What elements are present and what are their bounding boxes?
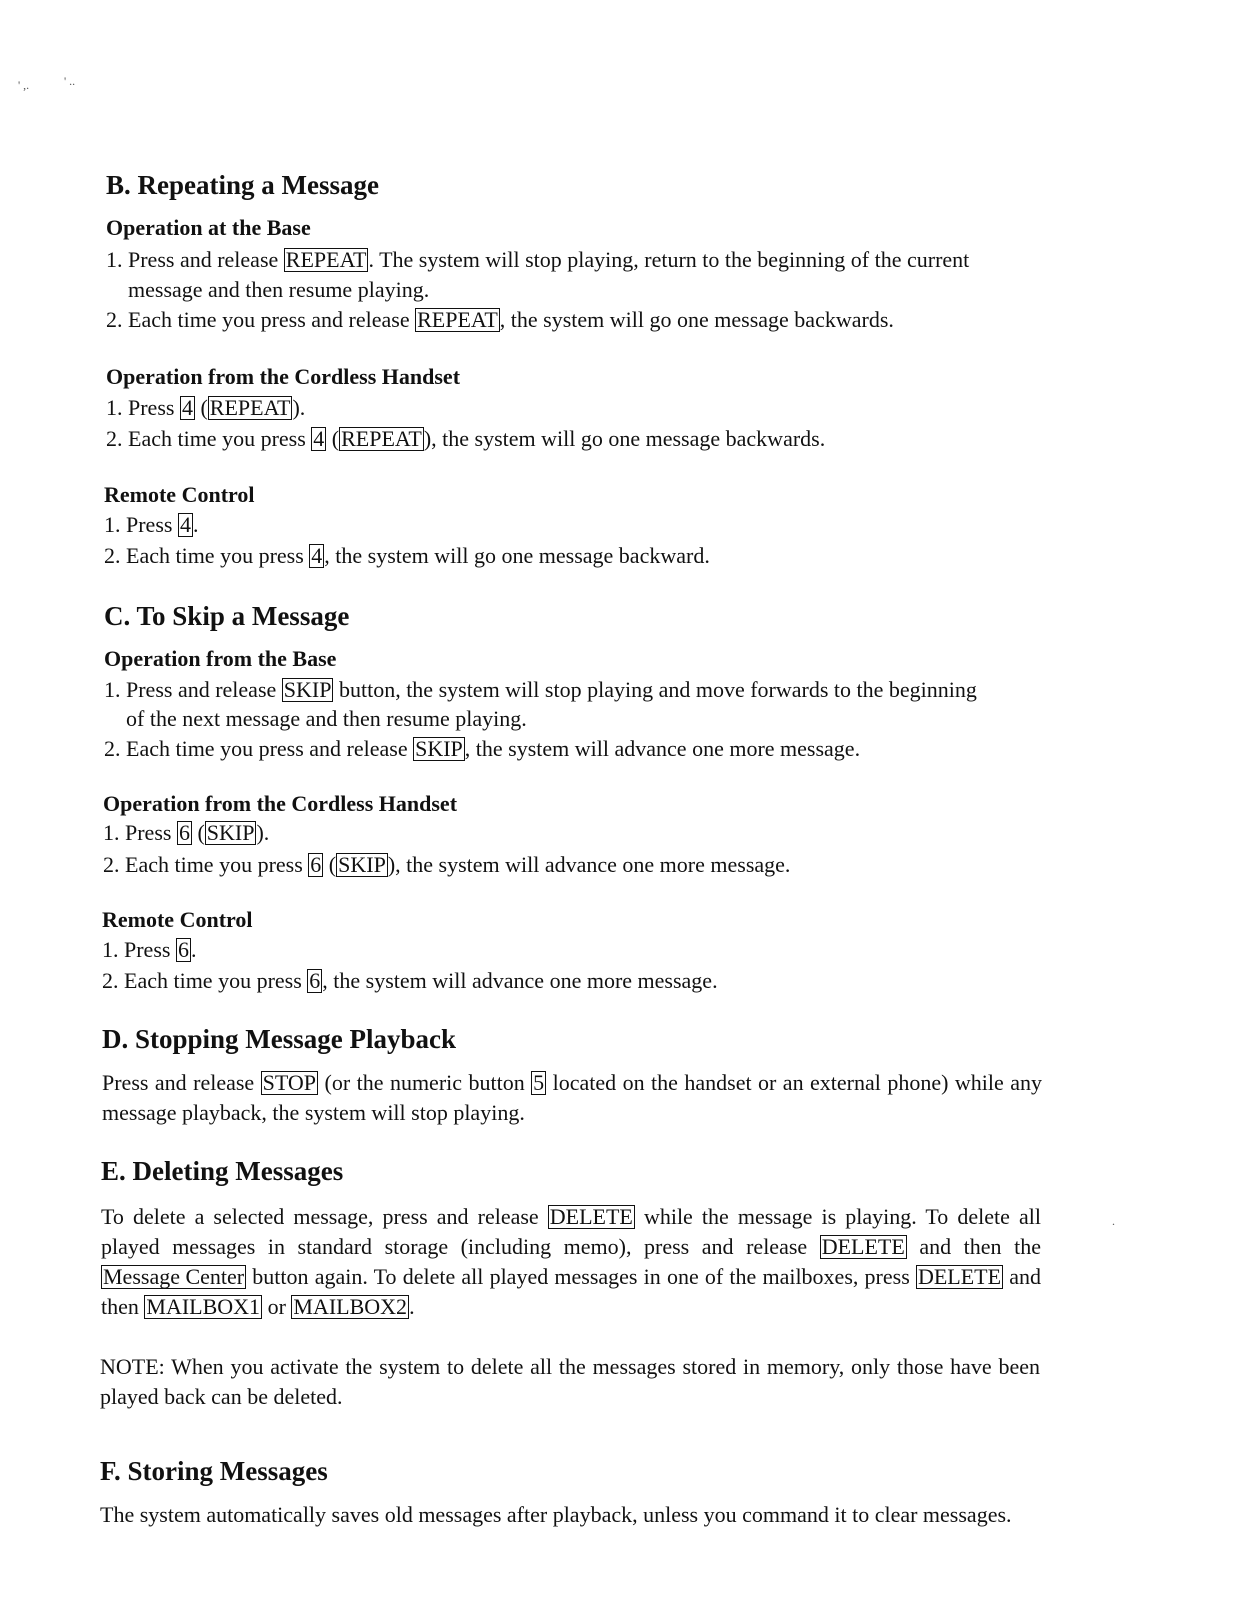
b-base-step-2: 2. Each time you press and release REPEAT, the system will go one message backwards. bbox=[106, 307, 894, 332]
c-handset-subheading: Operation from the Cordless Handset bbox=[103, 791, 458, 816]
key-4: 4 bbox=[181, 395, 193, 420]
key-6: 6 bbox=[310, 852, 322, 877]
f-paragraph: The system automatically saves old messages after playback, unless you command it to clear messages. bbox=[100, 1502, 1012, 1527]
b-base-step-1-cont: message and then resume playing. bbox=[128, 277, 430, 302]
key-4: 4 bbox=[179, 512, 191, 537]
repeat-key: REPEAT bbox=[285, 247, 367, 272]
delete-key: DELETE bbox=[821, 1234, 905, 1259]
scan-speck: . bbox=[1112, 1214, 1115, 1228]
b-handset-step-2: 2. Each time you press 4 (REPEAT), the system will go one message backwards. bbox=[106, 426, 826, 451]
section-d-heading: D. Stopping Message Playback bbox=[102, 1024, 457, 1054]
skip-key: SKIP bbox=[283, 677, 332, 702]
scan-speck: ' ,. bbox=[18, 78, 30, 92]
b-base-subheading: Operation at the Base bbox=[106, 215, 311, 240]
delete-key: DELETE bbox=[549, 1204, 633, 1229]
section-c-heading: C. To Skip a Message bbox=[104, 601, 350, 631]
delete-key: DELETE bbox=[917, 1264, 1002, 1289]
key-6: 6 bbox=[309, 968, 321, 993]
skip-key: SKIP bbox=[415, 736, 463, 761]
b-remote-step-1: 1. Press 4. bbox=[104, 512, 199, 537]
section-e-heading: E. Deleting Messages bbox=[101, 1156, 344, 1186]
section-b-heading: B. Repeating a Message bbox=[106, 170, 379, 200]
stop-key: STOP bbox=[262, 1070, 317, 1095]
section-f-heading: F. Storing Messages bbox=[100, 1456, 328, 1486]
e-note: NOTE: When you activate the system to delete all the messages stored in memory, only those have been played back can be deleted. bbox=[100, 1354, 1040, 1409]
scan-speck: ' .. bbox=[64, 74, 76, 88]
mailbox1-key: MAILBOX1 bbox=[146, 1294, 261, 1319]
key-5: 5 bbox=[533, 1070, 545, 1095]
repeat-key: REPEAT bbox=[341, 426, 422, 451]
repeat-key: REPEAT bbox=[209, 395, 291, 420]
skip-key: SKIP bbox=[206, 820, 255, 845]
repeat-key: REPEAT bbox=[417, 307, 498, 332]
d-paragraph: Press and release STOP (or the numeric button 5 located on the handset or an external phone) while any message playback, the system will stop playing. bbox=[102, 1070, 1042, 1125]
key-4: 4 bbox=[313, 426, 325, 451]
message-center-key: Message Center bbox=[103, 1264, 245, 1289]
c-handset-step-1: 1. Press 6 (SKIP). bbox=[103, 820, 270, 845]
b-base-step-1: 1. Press and release REPEAT. The system will stop playing, return to the beginning of the current bbox=[106, 247, 970, 272]
e-paragraph: To delete a selected message, press and release DELETE while the message is playing. To delete all played messages in standard storage (including memo), press and release DELETE and then the Message Center button again. To delete all played messages in one of the mailboxes, press DELETE and then MAILBOX1 or MAILBOX2. bbox=[101, 1204, 1041, 1319]
b-remote-subheading: Remote Control bbox=[104, 482, 255, 507]
c-handset-step-2: 2. Each time you press 6 (SKIP), the system will advance one more message. bbox=[103, 852, 791, 877]
c-remote-subheading: Remote Control bbox=[102, 907, 253, 932]
c-remote-step-1: 1. Press 6. bbox=[102, 937, 197, 962]
c-base-step-2: 2. Each time you press and release SKIP, the system will advance one more message. bbox=[104, 736, 861, 761]
c-base-step-1: 1. Press and release SKIP button, the system will stop playing and move forwards to the beginning bbox=[104, 677, 977, 702]
key-6: 6 bbox=[177, 937, 189, 962]
b-remote-step-2: 2. Each time you press 4, the system will go one message backward. bbox=[104, 543, 710, 568]
c-base-subheading: Operation from the Base bbox=[104, 646, 337, 671]
key-4: 4 bbox=[311, 543, 323, 568]
c-base-step-1-cont: of the next message and then resume playing. bbox=[126, 706, 527, 731]
mailbox2-key: MAILBOX2 bbox=[293, 1294, 408, 1319]
b-handset-step-1: 1. Press 4 (REPEAT). bbox=[106, 395, 306, 420]
skip-key: SKIP bbox=[338, 852, 386, 877]
key-6: 6 bbox=[178, 820, 190, 845]
b-handset-subheading: Operation from the Cordless Handset bbox=[106, 364, 461, 389]
c-remote-step-2: 2. Each time you press 6, the system will advance one more message. bbox=[102, 968, 718, 993]
